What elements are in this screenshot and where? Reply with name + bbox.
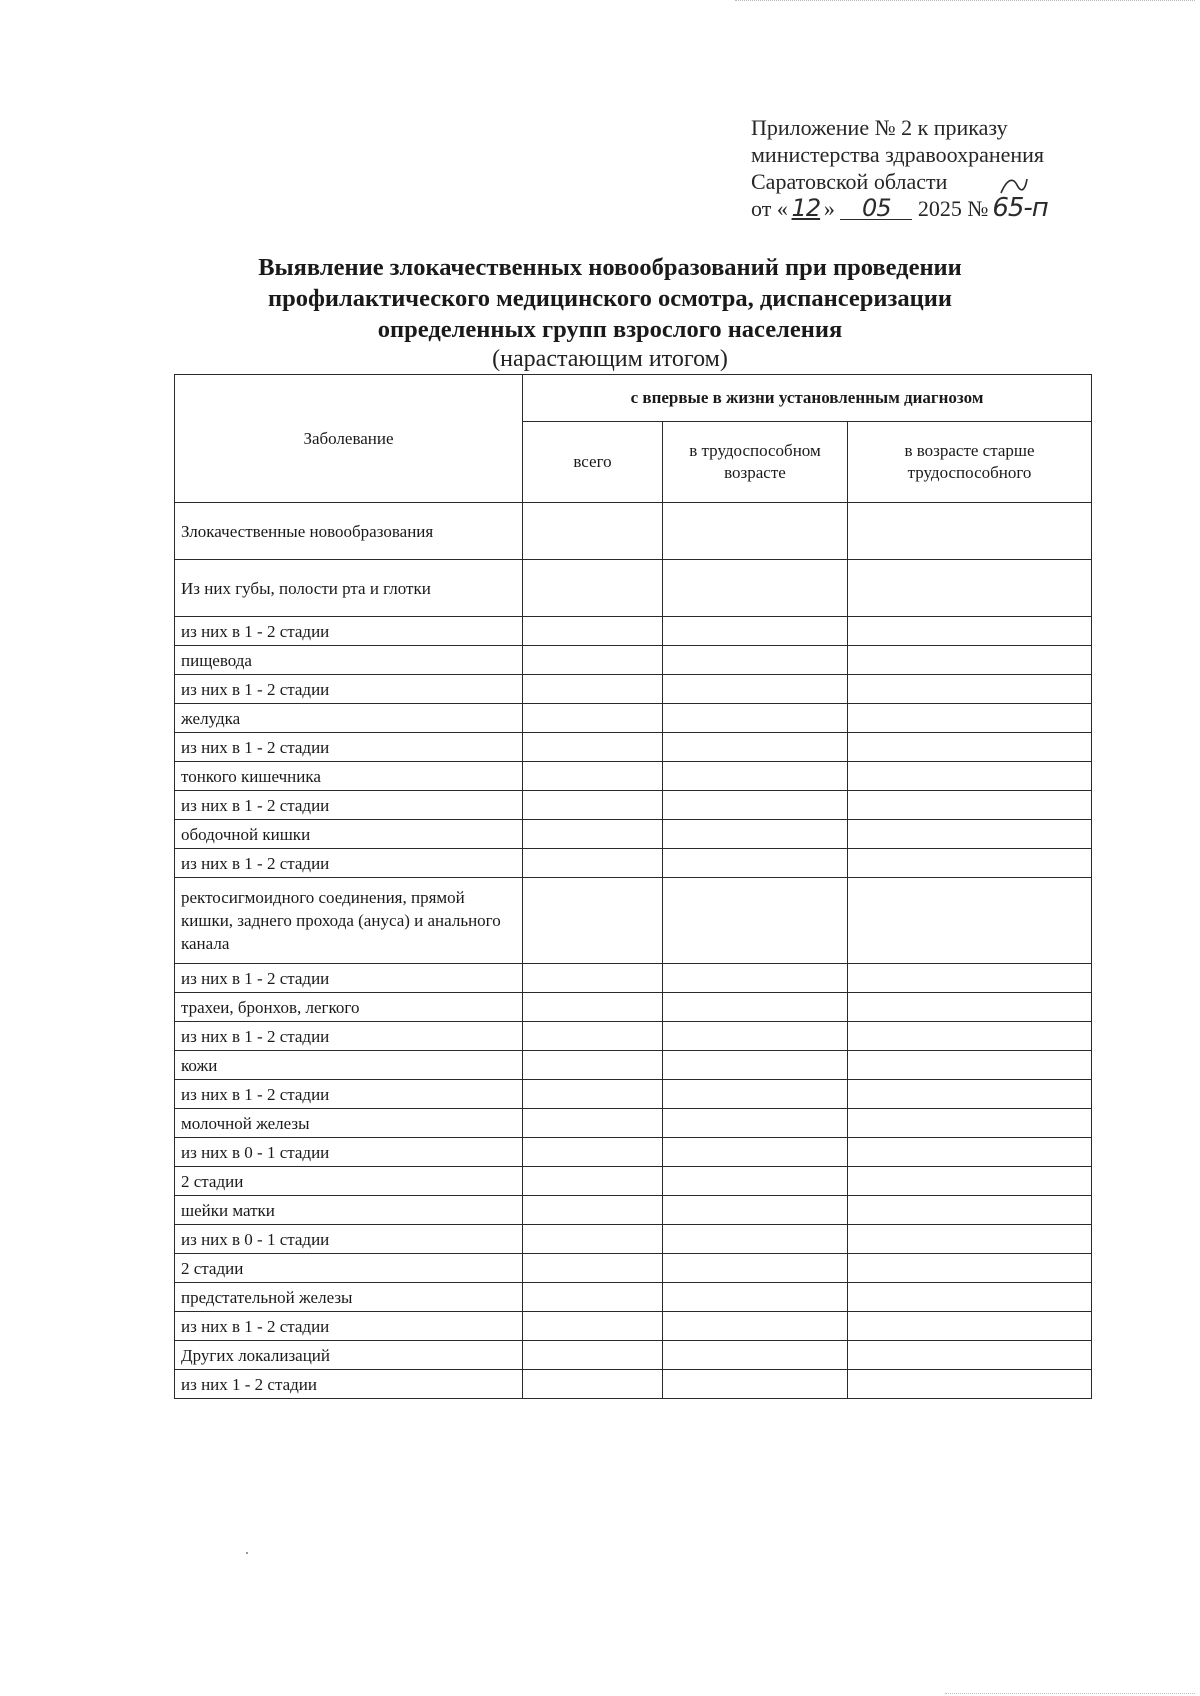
table-row [175, 675, 1092, 704]
table-row [175, 820, 1092, 849]
row-label: Злокачественные новообразования [175, 503, 523, 560]
row-label: шейки матки [175, 1196, 523, 1225]
cell-total[interactable] [523, 1283, 663, 1312]
row-label: из них в 1 - 2 стадии [175, 1080, 523, 1109]
row-label: желудка [175, 704, 523, 733]
table-row [175, 1138, 1092, 1167]
order-reference [751, 195, 1171, 222]
table-row [175, 1051, 1092, 1080]
cell-total[interactable] [523, 675, 663, 704]
row-label: ободочной кишки [175, 820, 523, 849]
cell-working-age[interactable] [663, 820, 848, 849]
cell-total[interactable] [523, 1022, 663, 1051]
table-row [175, 560, 1092, 617]
appendix-header [751, 114, 1171, 222]
table-row [175, 791, 1092, 820]
row-label: из них в 0 - 1 стадии [175, 1225, 523, 1254]
appendix-line-1: Приложение № 2 к приказу [751, 115, 1008, 140]
table-row [175, 617, 1092, 646]
cell-older-age[interactable] [848, 1341, 1092, 1370]
cell-total[interactable] [523, 1080, 663, 1109]
table-body [175, 503, 1092, 1399]
cell-total[interactable] [523, 1370, 663, 1399]
cell-older-age[interactable] [848, 849, 1092, 878]
cell-working-age[interactable] [663, 1341, 848, 1370]
cell-working-age[interactable] [663, 617, 848, 646]
cell-working-age[interactable] [663, 675, 848, 704]
cell-total[interactable] [523, 820, 663, 849]
document-title-line-1: Выявление злокачественных новообразований при проведении [258, 254, 962, 281]
table-row [175, 1196, 1092, 1225]
cell-working-age[interactable] [663, 733, 848, 762]
scan-edge-mark-bottom [945, 1693, 1195, 1694]
table-row [175, 1225, 1092, 1254]
row-label: Из них губы, полости рта и глотки [175, 560, 523, 617]
cell-older-age[interactable] [848, 1138, 1092, 1167]
header-disease: Заболевание [175, 375, 523, 503]
appendix-line-3: Саратовской области [751, 169, 948, 194]
table-row [175, 704, 1092, 733]
cell-total[interactable] [523, 1196, 663, 1225]
cell-older-age[interactable] [848, 993, 1092, 1022]
header-older-age: в возрасте старше трудоспособного [848, 422, 1092, 503]
cell-older-age[interactable] [848, 820, 1092, 849]
scan-speck [246, 1552, 248, 1554]
cell-older-age[interactable] [848, 560, 1092, 617]
header-working-age: в трудоспособном возрасте [663, 422, 848, 503]
table-row [175, 1167, 1092, 1196]
cell-older-age[interactable] [848, 1022, 1092, 1051]
cell-working-age[interactable] [663, 704, 848, 733]
cell-total[interactable] [523, 791, 663, 820]
scan-edge-mark [735, 0, 1195, 5]
cell-working-age[interactable] [663, 1080, 848, 1109]
cell-older-age[interactable] [848, 878, 1092, 964]
header-first-diagnosed: с впервые в жизни установленным диагнозом [523, 375, 1092, 422]
cell-total[interactable] [523, 964, 663, 993]
cell-working-age[interactable] [663, 1370, 848, 1399]
cell-working-age[interactable] [663, 993, 848, 1022]
document-title-line-3: определенных групп взрослого населения [377, 316, 843, 343]
cell-older-age[interactable] [848, 1109, 1092, 1138]
cell-older-age[interactable] [848, 646, 1092, 675]
cell-total[interactable] [523, 1051, 663, 1080]
cell-older-age[interactable] [848, 1254, 1092, 1283]
cell-older-age[interactable] [848, 1283, 1092, 1312]
cell-older-age[interactable] [848, 1051, 1092, 1080]
row-label: из них в 1 - 2 стадии [175, 849, 523, 878]
cell-working-age[interactable] [663, 791, 848, 820]
row-label: трахеи, бронхов, легкого [175, 993, 523, 1022]
cell-total[interactable] [523, 1167, 663, 1196]
signature-paraph-icon [999, 175, 1029, 197]
row-label: 2 стадии [175, 1254, 523, 1283]
cell-total[interactable] [523, 993, 663, 1022]
cell-total[interactable] [523, 762, 663, 791]
cell-working-age[interactable] [663, 762, 848, 791]
table-row [175, 1022, 1092, 1051]
cell-working-age[interactable] [663, 1312, 848, 1341]
cell-working-age[interactable] [663, 1167, 848, 1196]
cell-working-age[interactable] [663, 1109, 848, 1138]
row-label: из них в 0 - 1 стадии [175, 1138, 523, 1167]
cell-older-age[interactable] [848, 704, 1092, 733]
cell-total[interactable] [523, 560, 663, 617]
table-row [175, 646, 1092, 675]
cell-total[interactable] [523, 733, 663, 762]
cell-total[interactable] [523, 617, 663, 646]
row-label: из них в 1 - 2 стадии [175, 617, 523, 646]
row-label: кожи [175, 1051, 523, 1080]
cell-working-age[interactable] [663, 1254, 848, 1283]
row-label: молочной железы [175, 1109, 523, 1138]
table-row [175, 1109, 1092, 1138]
cell-older-age[interactable] [848, 617, 1092, 646]
table-row [175, 762, 1092, 791]
cell-working-age[interactable] [663, 1138, 848, 1167]
cell-total[interactable] [523, 1312, 663, 1341]
row-label: предстательной железы [175, 1283, 523, 1312]
cell-working-age[interactable] [663, 1196, 848, 1225]
table-row [175, 878, 1092, 964]
cell-total[interactable] [523, 849, 663, 878]
row-label: из них в 1 - 2 стадии [175, 964, 523, 993]
row-label: 2 стадии [175, 1167, 523, 1196]
cell-working-age[interactable] [663, 878, 848, 964]
cell-older-age[interactable] [848, 791, 1092, 820]
row-label: из них в 1 - 2 стадии [175, 1022, 523, 1051]
row-label: Других локализаций [175, 1341, 523, 1370]
cancer-detection-table [174, 374, 1092, 1399]
document-title-line-2: профилактического медицинского осмотра, диспансеризации [267, 285, 952, 312]
cell-older-age[interactable] [848, 1167, 1092, 1196]
cell-working-age[interactable] [663, 1022, 848, 1051]
cell-older-age[interactable] [848, 733, 1092, 762]
table-row [175, 1283, 1092, 1312]
table-row [175, 733, 1092, 762]
row-label: из них в 1 - 2 стадии [175, 675, 523, 704]
row-label: из них 1 - 2 стадии [175, 1370, 523, 1399]
table-row [175, 964, 1092, 993]
cell-total[interactable] [523, 1254, 663, 1283]
cell-total[interactable] [523, 1341, 663, 1370]
row-label: пищевода [175, 646, 523, 675]
order-month: 05 [840, 197, 912, 220]
table-row [175, 993, 1092, 1022]
cell-older-age[interactable] [848, 762, 1092, 791]
cell-working-age[interactable] [663, 503, 848, 560]
cell-older-age[interactable] [848, 1370, 1092, 1399]
row-label: тонкого кишечника [175, 762, 523, 791]
cell-working-age[interactable] [663, 1051, 848, 1080]
appendix-line-2: министерства здравоохранения [751, 142, 1045, 167]
cell-working-age[interactable] [663, 964, 848, 993]
cell-total[interactable] [523, 704, 663, 733]
table-row [175, 503, 1092, 560]
cell-working-age[interactable] [663, 646, 848, 675]
table-row [175, 1370, 1092, 1399]
order-day: 12 [791, 194, 821, 222]
cell-working-age[interactable] [663, 560, 848, 617]
row-label: из них в 1 - 2 стадии [175, 733, 523, 762]
cell-older-age[interactable] [848, 1225, 1092, 1254]
cell-older-age[interactable] [848, 1312, 1092, 1341]
document-title-block [180, 252, 1040, 373]
order-prefix: от « [751, 196, 788, 221]
header-total: всего [523, 422, 663, 503]
table-row [175, 1080, 1092, 1109]
cell-working-age[interactable] [663, 1225, 848, 1254]
row-label: из них в 1 - 2 стадии [175, 1312, 523, 1341]
order-year: 2025 № [917, 196, 989, 221]
cell-working-age[interactable] [663, 849, 848, 878]
row-label: из них в 1 - 2 стадии [175, 791, 523, 820]
row-label: ректосигмоидного соединения, прямой кишки, заднего прохода (ануса) и анального канала [175, 878, 523, 964]
cell-older-age[interactable] [848, 1196, 1092, 1225]
cell-older-age[interactable] [848, 675, 1092, 704]
cell-total[interactable] [523, 1225, 663, 1254]
cell-total[interactable] [523, 1109, 663, 1138]
cell-total[interactable] [523, 646, 663, 675]
document-subtitle: (нарастающим итогом) [492, 346, 728, 372]
table-row [175, 1312, 1092, 1341]
table-row [175, 849, 1092, 878]
order-number: 65-п [992, 193, 1048, 223]
cell-older-age[interactable] [848, 1080, 1092, 1109]
cell-working-age[interactable] [663, 1283, 848, 1312]
table-row [175, 1341, 1092, 1370]
cell-total[interactable] [523, 878, 663, 964]
cell-older-age[interactable] [848, 503, 1092, 560]
table-row [175, 1254, 1092, 1283]
cell-total[interactable] [523, 1138, 663, 1167]
cell-total[interactable] [523, 503, 663, 560]
cell-older-age[interactable] [848, 964, 1092, 993]
order-separator: » [823, 196, 835, 221]
